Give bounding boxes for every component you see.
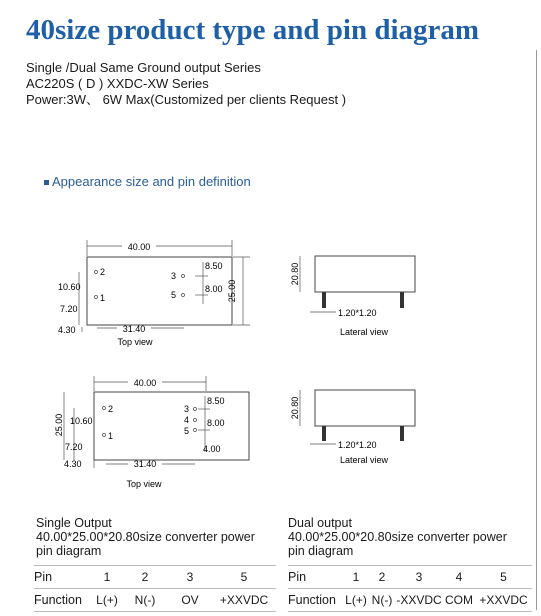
function-cell: -XXVDC <box>395 589 443 612</box>
pin-3-label: 3 <box>171 271 177 281</box>
pin-cell: 3 <box>395 566 443 589</box>
function-header: Function <box>34 589 92 612</box>
function-cell: OV <box>168 589 212 612</box>
single-top-view-diagram <box>50 232 260 350</box>
pin-1-label: 1 <box>100 293 106 303</box>
pin-cell: 1 <box>343 566 369 589</box>
section-heading <box>44 174 251 189</box>
pitch-right-label: 8.00 <box>205 284 223 294</box>
pin-cell: 5 <box>475 566 532 589</box>
top-view-caption: Top view <box>126 479 162 489</box>
dual-heading-2: 40.00*25.00*20.80size converter power <box>288 530 507 544</box>
dual-output-heading <box>288 516 507 558</box>
module-outline <box>94 392 249 460</box>
dual-heading-3: pin diagram <box>288 544 354 558</box>
pitch-top-label: 8.50 <box>205 261 223 271</box>
pin-size-label: 1.20*1.20 <box>338 308 377 318</box>
pin-4-label: 4 <box>184 415 190 425</box>
pin-cell: 4 <box>443 566 475 589</box>
left-upper-label: 10.60 <box>70 416 93 426</box>
bottom-span-label: 31.40 <box>122 324 146 334</box>
dual-heading-1: Dual output <box>288 516 352 530</box>
height-label: 25.00 <box>54 413 64 437</box>
single-output-heading <box>36 516 255 558</box>
bottom-span-label: 31.40 <box>133 459 157 469</box>
page-title: 40size product type and pin diagram <box>26 14 480 46</box>
width-label: 40.00 <box>127 242 151 252</box>
side-height-label: 20.80 <box>290 262 300 286</box>
pin-cell: 5 <box>212 566 276 589</box>
single-lateral-view-diagram <box>282 246 422 342</box>
series-line: Single /Dual Same Ground output Series <box>26 60 261 75</box>
function-cell: L(+) <box>92 589 122 612</box>
single-heading-2: 40.00*25.00*20.80size converter power <box>36 530 255 544</box>
function-cell: L(+) <box>343 589 369 612</box>
pin-3-label: 3 <box>184 404 190 414</box>
pin-header: Pin <box>288 566 343 589</box>
single-heading-1: Single Output <box>36 516 112 530</box>
pin-size-label: 1.20*1.20 <box>338 440 377 450</box>
power-line: Power:3W、 6W Max(Customized per clients Request ) <box>26 92 347 107</box>
pin-cell: 2 <box>122 566 168 589</box>
function-header: Function <box>288 589 343 612</box>
left-upper-label: 10.60 <box>58 282 81 292</box>
width-label: 40.00 <box>133 378 157 388</box>
function-cell: N(-) <box>369 589 395 612</box>
lateral-view-caption: Lateral view <box>339 455 389 465</box>
left-lower-label: 7.20 <box>65 442 83 452</box>
pitch-top-label: 8.50 <box>207 396 225 406</box>
model-line: AC220S ( D ) XXDC-XW Series <box>26 76 209 91</box>
pin-cell: 3 <box>168 566 212 589</box>
dual-pin-table <box>288 565 532 612</box>
top-view-caption: Top view <box>117 337 153 347</box>
single-heading-3: pin diagram <box>36 544 102 558</box>
height-label: 25.00 <box>227 279 237 303</box>
module-side-outline <box>315 390 415 426</box>
pin-5-label: 5 <box>171 290 177 300</box>
pin-cell: 2 <box>369 566 395 589</box>
pitch-mid-label: 8.00 <box>207 418 225 428</box>
function-cell: +XXVDC <box>475 589 532 612</box>
section-heading-text: Appearance size and pin definition <box>52 174 251 189</box>
bottom-left-label: 4.30 <box>64 459 82 469</box>
bullet-icon <box>44 180 49 185</box>
dual-lateral-view-diagram <box>282 382 422 478</box>
pitch-bottom-label: 4.00 <box>203 444 221 454</box>
pin-2-label: 2 <box>100 267 106 277</box>
function-cell: +XXVDC <box>212 589 276 612</box>
function-cell: N(-) <box>122 589 168 612</box>
left-lower-label: 7.20 <box>60 304 78 314</box>
table-row <box>34 589 276 612</box>
lateral-view-caption: Lateral view <box>339 327 389 337</box>
function-cell: COM <box>443 589 475 612</box>
pin-header: Pin <box>34 566 92 589</box>
pin-cell: 1 <box>92 566 122 589</box>
bottom-left-label: 4.30 <box>58 325 76 335</box>
right-border <box>536 50 537 610</box>
table-row <box>288 589 532 612</box>
dual-top-view-diagram <box>50 370 260 492</box>
pin-1-label: 1 <box>108 431 114 441</box>
pin-2-label: 2 <box>108 404 114 414</box>
module-side-outline <box>315 256 415 292</box>
table-row <box>288 566 532 589</box>
single-pin-table <box>34 565 276 612</box>
side-height-label: 20.80 <box>290 396 300 420</box>
pin-5-label: 5 <box>184 426 190 436</box>
table-row <box>34 566 276 589</box>
